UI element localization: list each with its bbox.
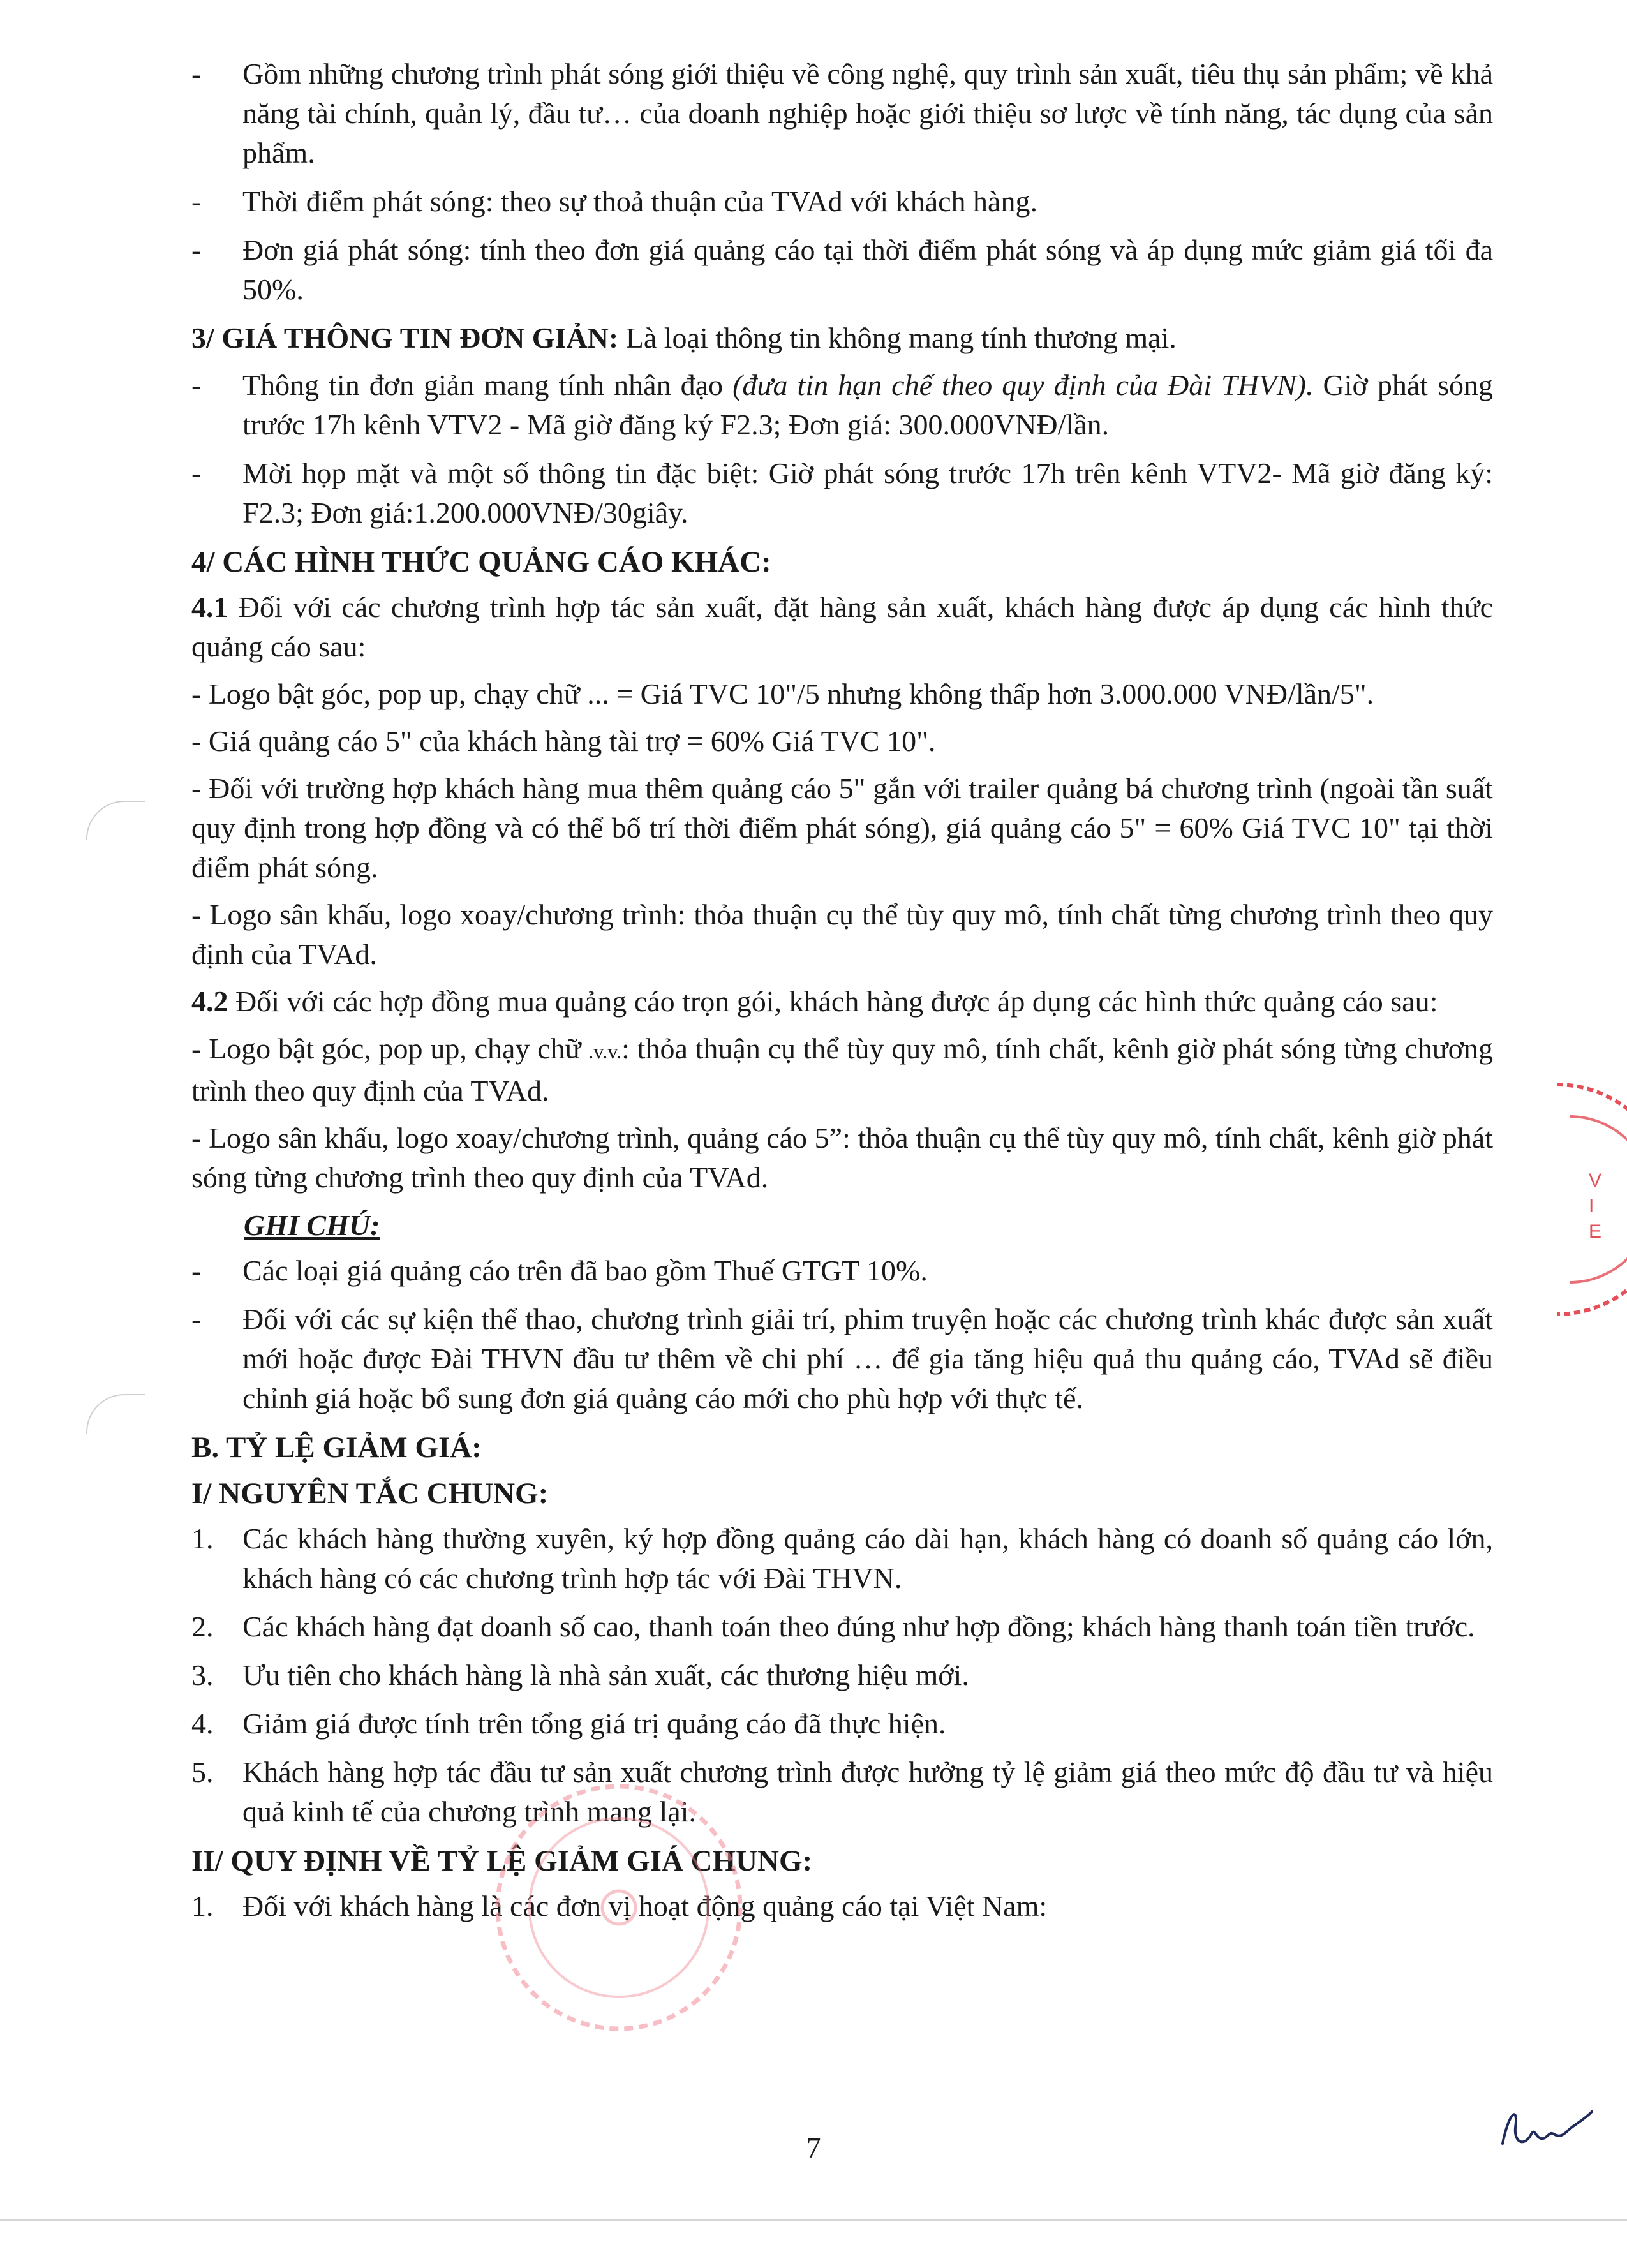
section-3-title: 3/ GIÁ THÔNG TIN ĐƠN GIẢN: — [191, 322, 619, 354]
list-marker: - — [191, 369, 202, 401]
svg-text:I: I — [1589, 1196, 1594, 1217]
list-text: Thông tin đơn giản mang tính nhân đạo — [242, 369, 733, 401]
seal-stamp-right — [1487, 1078, 1627, 1321]
paragraph: - Giá quảng cáo 5" của khách hàng tài trợ = 60% Giá TVC 10". — [191, 725, 936, 757]
page-number: 7 — [806, 2131, 821, 2164]
list-marker: 2. — [191, 1610, 214, 1643]
paragraph: - Logo bật góc, pop up, chạy chữ ... = Giá TVC 10"/5 nhưng không thấp hơn 3.000.000 VNĐ/lần/5". — [191, 678, 1374, 710]
list-marker: - — [191, 57, 202, 90]
section-b-title: B. TỶ LỆ GIẢM GIÁ: — [191, 1431, 482, 1464]
signature-mark — [1496, 2099, 1598, 2156]
list-text: Mời họp mặt và một số thông tin đặc biệt: Giờ phát sóng trước 17h trên kênh VTV2- Mã giờ đăng ký: F2.3; Đơn giá:1.200.000VNĐ/30giây. — [242, 457, 1493, 529]
section-3-desc: Là loại thông tin không mang tính thương mại. — [618, 322, 1177, 354]
list-item — [191, 1886, 1493, 1926]
list-text: Đơn giá phát sóng: tính theo đơn giá quảng cáo tại thời điểm phát sóng và áp dụng mức giảm giá tối đa 50%. — [242, 233, 1493, 306]
list-text: Các loại giá quảng cáo trên đã bao gồm Thuế GTGT 10%. — [242, 1254, 928, 1287]
list-marker: 5. — [191, 1756, 214, 1788]
section-4-2-number: 4.2 — [191, 985, 228, 1018]
list-text: Giảm giá được tính trên tổng giá trị quảng cáo đã thực hiện. — [242, 1707, 946, 1740]
section-4-2-text: Đối với các hợp đồng mua quảng cáo trọn gói, khách hàng được áp dụng các hình thức quảng cáo sau: — [228, 985, 1438, 1018]
list-marker: 1. — [191, 1890, 214, 1922]
section-4-1 — [191, 588, 1493, 667]
list-item — [191, 54, 1493, 173]
list-item — [191, 182, 1493, 221]
document-page — [191, 54, 1493, 1935]
list-text: Thời điểm phát sóng: theo sự thoả thuận của TVAd với khách hàng. — [242, 185, 1037, 218]
section-4-2 — [191, 982, 1493, 1021]
paragraph-text: - Logo bật góc, pop up, chạy chữ — [191, 1032, 589, 1065]
paragraph-text: : thỏa thuận cụ thể tùy quy mô, tính chất, kênh giờ phát sóng từng chương trình theo quy định của TVAd. — [191, 1032, 1494, 1107]
list-marker: - — [191, 233, 202, 266]
list-item — [191, 1300, 1493, 1418]
list-marker: - — [191, 1254, 202, 1287]
notes-title: GHI CHÚ: — [244, 1209, 380, 1241]
section-4-1-text: Đối với các chương trình hợp tác sản xuất, đặt hàng sản xuất, khách hàng được áp dụng các hình thức quảng cáo sau: — [191, 591, 1493, 663]
scan-artifact — [86, 801, 145, 840]
section-4-1-number: 4.1 — [191, 591, 228, 623]
scan-artifact — [86, 1394, 145, 1434]
list-item — [191, 1519, 1493, 1598]
list-text: Gồm những chương trình phát sóng giới thiệu về công nghệ, quy trình sản xuất, tiêu thụ sản phẩm; về khả năng tài chính, quản lý, đầu tư… của doanh nghiệp hoặc giới thiệu sơ lược về tính năng, tác dụng của sản phẩm. — [242, 57, 1493, 169]
list-marker: 3. — [191, 1659, 214, 1691]
list-text: Giờ phát sóng trước 17h kênh VTV2 - Mã giờ đăng ký F2.3; Đơn giá: 300.000VNĐ/lần. — [242, 369, 1493, 441]
svg-text:V: V — [1589, 1170, 1602, 1191]
section-b-1-title: I/ NGUYÊN TẮC CHUNG: — [191, 1477, 549, 1510]
list-item — [191, 1753, 1493, 1832]
list-text-italic: (đưa tin hạn chế theo quy định của Đài THVN). — [732, 369, 1314, 401]
list-item — [191, 1607, 1493, 1647]
list-text: Đối với các sự kiện thể thao, chương trình giải trí, phim truyện hoặc các chương trình khác được sản xuất mới hoặc được Đài THVN đầu tư thêm về chi phí … để gia tăng hiệu quả thu quảng cáo, TVAd sẽ điều chỉnh giá hoặc bổ sung đơn giá quảng cáo mới cho phù hợp với thực tế. — [242, 1303, 1493, 1414]
list-marker: - — [191, 457, 202, 489]
list-text: Các khách hàng thường xuyên, ký hợp đồng quảng cáo dài hạn, khách hàng có doanh số quảng cáo lớn, khách hàng có các chương trình hợp tác với Đài THVN. — [242, 1522, 1493, 1594]
list-item — [191, 366, 1493, 445]
list-marker: - — [191, 1303, 202, 1335]
list-item — [191, 1656, 1493, 1695]
paragraph — [191, 1029, 1493, 1111]
list-marker: 4. — [191, 1707, 214, 1740]
paragraph: - Logo sân khấu, logo xoay/chương trình, quảng cáo 5”: thỏa thuận cụ thể tùy quy mô, tính chất, kênh giờ phát sóng từng chương trình theo quy định của TVAd. — [191, 1122, 1493, 1194]
section-b-2-title: II/ QUY ĐỊNH VỀ TỶ LỆ GIẢM GIÁ CHUNG: — [191, 1844, 813, 1878]
list-text: Ưu tiên cho khách hàng là nhà sản xuất, các thương hiệu mới. — [242, 1659, 969, 1691]
scan-bottom-edge — [0, 2219, 1627, 2221]
paragraph: - Logo sân khấu, logo xoay/chương trình: thỏa thuận cụ thể tùy quy mô, tính chất từng chương trình theo quy định của TVAd. — [191, 898, 1493, 970]
list-text: Khách hàng hợp tác đầu tư sản xuất chương trình được hưởng tỷ lệ giảm giá theo mức độ đầu tư và hiệu quả kinh tế của chương trình mang lại. — [242, 1756, 1493, 1828]
list-item — [191, 1704, 1493, 1744]
list-item — [191, 454, 1493, 533]
list-marker: - — [191, 185, 202, 218]
paragraph-text-small: .v.v. — [588, 1040, 622, 1063]
paragraph: - Đối với trường hợp khách hàng mua thêm quảng cáo 5" gắn với trailer quảng bá chương trình (ngoài tần suất quy định trong hợp đồng và có thể bố trí thời điểm phát sóng), giá quảng cáo 5" = 60% Giá TVC 10" tại thời điểm phát sóng. — [191, 772, 1493, 884]
svg-text:E: E — [1589, 1221, 1602, 1242]
list-text: Đối với khách hàng là các đơn vị hoạt động quảng cáo tại Việt Nam: — [242, 1890, 1048, 1922]
list-item — [191, 230, 1493, 309]
list-item — [191, 1251, 1493, 1291]
list-marker: 1. — [191, 1522, 214, 1555]
list-text: Các khách hàng đạt doanh số cao, thanh toán theo đúng như hợp đồng; khách hàng thanh toán tiền trước. — [242, 1610, 1475, 1643]
section-3-heading-line — [191, 318, 1493, 358]
section-4-title: 4/ CÁC HÌNH THỨC QUẢNG CÁO KHÁC: — [191, 545, 771, 579]
